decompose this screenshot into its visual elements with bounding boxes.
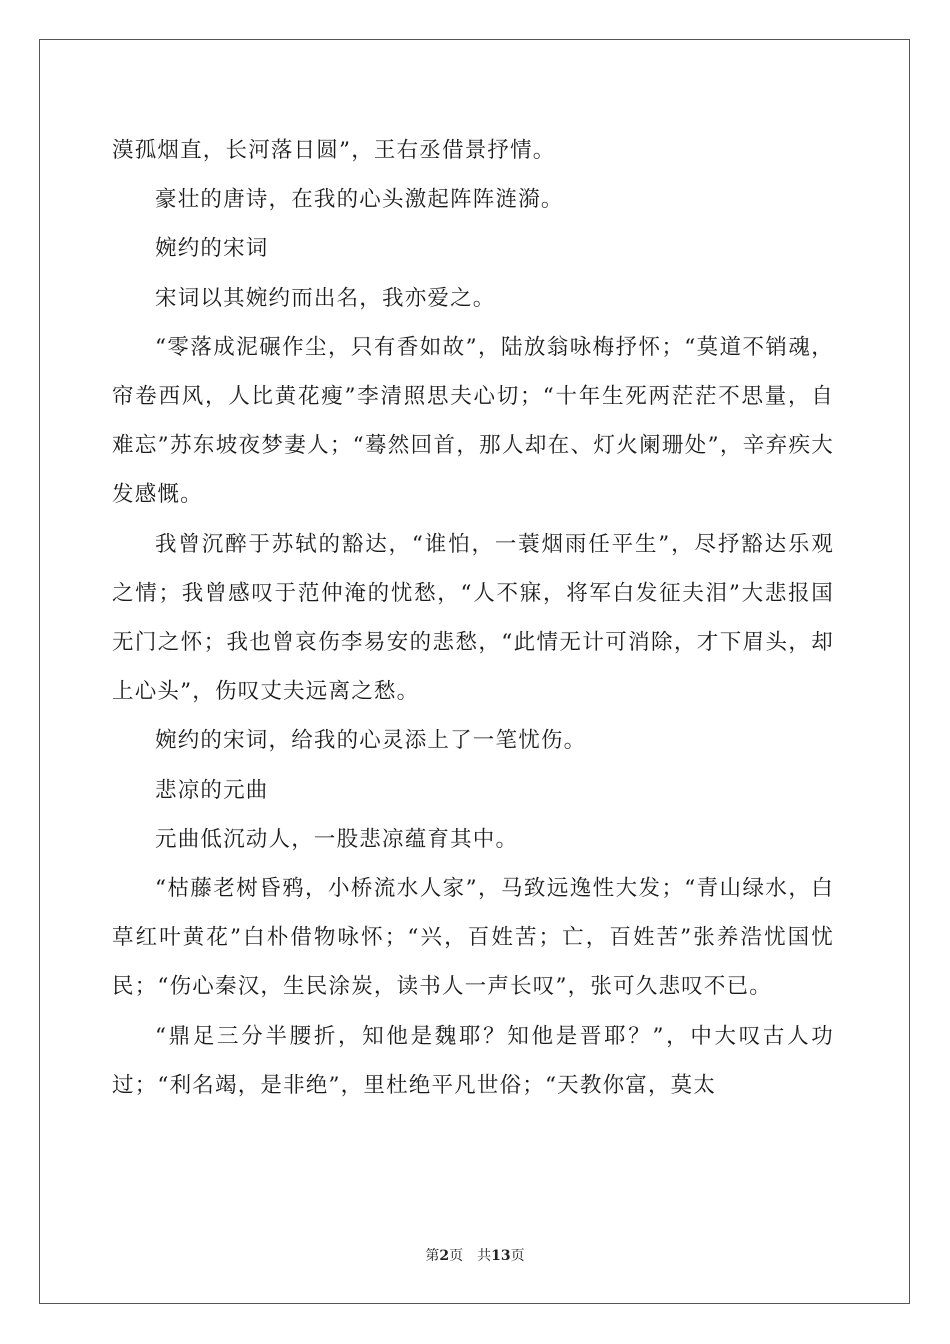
paragraph: “枯藤老树昏鸦，小桥流水人家”，马致远逸性大发；“青山绿水，白草红叶黄花”白朴借物咏怀；“兴，百姓苦；亡，百姓苦”张养浩忧国忧民；“伤心秦汉，生民涂炭，读书人一声长叹”，张可久悲叹不已。 bbox=[112, 876, 834, 1000]
footer-page-suffix: 页 bbox=[449, 1248, 464, 1264]
footer-total-suffix: 页 bbox=[510, 1248, 525, 1264]
footer-total-pages: 13 bbox=[491, 1248, 511, 1264]
paragraph: 婉约的宋词，给我的心灵添上了一笔忧伤。 bbox=[155, 728, 587, 754]
paragraph: “鼎足三分半腰折，知他是魏耶？知他是晋耶？”，中大叹古人功过；“利名竭，是非绝”，里杜绝平凡世俗；“天教你富，莫太 bbox=[112, 1023, 834, 1098]
footer-total-prefix: 共 bbox=[477, 1248, 492, 1264]
paragraph: 豪壮的唐诗，在我的心头激起阵阵涟漪。 bbox=[155, 187, 564, 213]
section-heading: 婉约的宋词 bbox=[155, 236, 269, 262]
paragraph: 元曲低沉动人，一股悲凉蕴育其中。 bbox=[155, 826, 519, 852]
paragraph: “零落成泥碾作尘，只有香如故”，陆放翁咏梅抒怀；“莫道不销魂，帘卷西风，人比黄花瘦”李清照思夫心切；“十年生死两茫茫不思量，自难忘”苏东坡夜梦妻人；“蓦然回首，那人却在、灯火阑珊处”，辛弃疾大发感慨。 bbox=[112, 334, 834, 508]
paragraph: 宋词以其婉约而出名，我亦爱之。 bbox=[155, 285, 496, 311]
paragraph: 漠孤烟直，长河落日圆”，王右丞借景抒情。 bbox=[112, 138, 556, 163]
footer-page-number: 2 bbox=[439, 1248, 450, 1264]
page-footer bbox=[0, 1244, 950, 1268]
page-content bbox=[112, 126, 834, 1110]
paragraph: 我曾沉醉于苏轼的豁达，“谁怕，一蓑烟雨任平生”，尽抒豁达乐观之情；我曾感叹于范仲淹的忧愁，“人不寐，将军白发征夫泪”大悲报国无门之怀；我也曾哀伤李易安的悲愁，“此情无计可消除，才下眉头，却上心头”，伤叹丈夫远离之愁。 bbox=[112, 531, 834, 705]
section-heading: 悲凉的元曲 bbox=[155, 777, 269, 803]
footer-prefix: 第 bbox=[425, 1248, 440, 1264]
